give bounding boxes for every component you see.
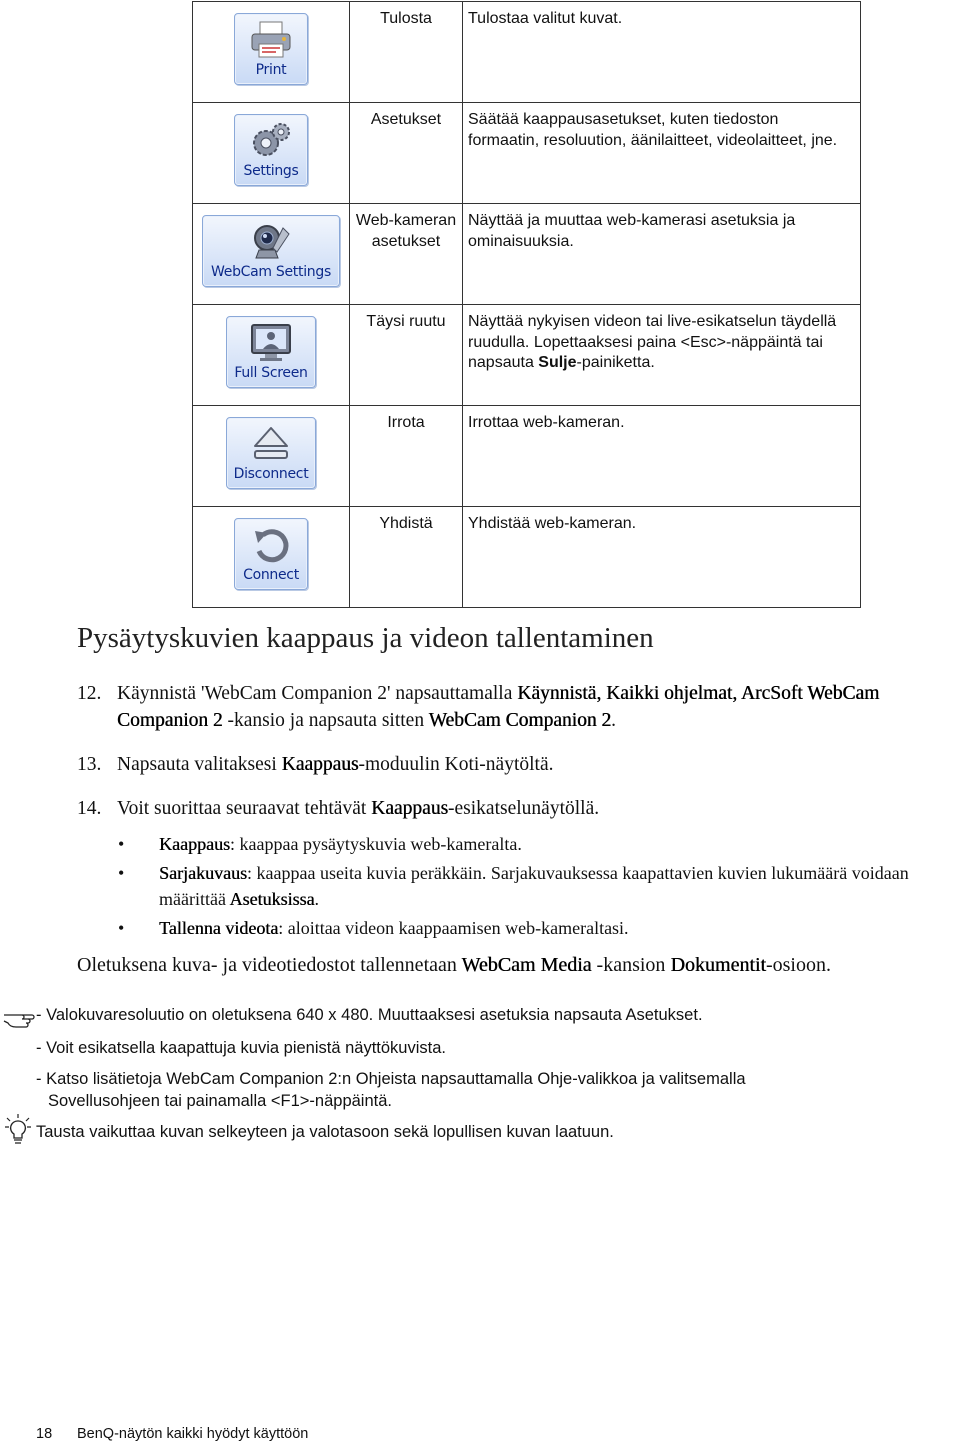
note-line: Sovellusohjeen tai painamalla <F1>-näppäintä.: [48, 1092, 392, 1110]
button-label: Settings: [243, 162, 299, 179]
close-button-ref: Sulje: [538, 354, 577, 371]
connect-button[interactable]: [234, 518, 308, 590]
bullet-icon: •: [118, 863, 125, 883]
table-row: [193, 103, 861, 204]
note-line: - Katso lisätietoja WebCam Companion 2:n Ohjeista napsauttamalla Ohje-valikkoa ja valitsemalla: [36, 1070, 746, 1088]
icon-cell: [193, 305, 350, 406]
footer-title: BenQ-näytön kaikki hyödyt käyttöön: [77, 1426, 309, 1442]
feature-name: Asetukset: [350, 103, 463, 204]
list-item: • Sarjakuvaus: kaappaa useita kuvia peräkkäin. Sarjakuvauksessa kaapattavien kuvien lukumäärä voidaan määrittää Asetuksissa.: [118, 860, 960, 912]
feature-name: Yhdistä: [350, 507, 463, 608]
button-label: WebCam Settings: [211, 263, 331, 280]
print-button[interactable]: [234, 13, 308, 85]
feature-name: Tulosta: [350, 2, 463, 103]
note-line: - Voit esikatsella kaapattuja kuvia pienistä näyttökuvista.: [36, 1039, 446, 1057]
feature-name: Irrota: [350, 406, 463, 507]
default-save-location: Oletuksena kuva- ja videotiedostot tallennetaan WebCam Media -kansion Dokumentit-osioon.: [77, 954, 831, 976]
step-number: 13.: [77, 754, 102, 775]
printer-icon: [248, 20, 294, 60]
table-row: [193, 406, 861, 507]
button-label: Disconnect: [233, 465, 309, 482]
icon-cell: [193, 2, 350, 103]
step-text: Voit suorittaa seuraavat tehtävät Kaappaus-esikatselunäytöllä.: [117, 798, 600, 819]
disconnect-button[interactable]: [226, 417, 316, 489]
step-number: 12.: [77, 683, 102, 704]
table-row: [193, 204, 861, 305]
pointing-hand-icon: [2, 1007, 36, 1029]
icon-cell: [193, 204, 350, 305]
icon-cell: [193, 406, 350, 507]
feature-table: [192, 1, 861, 608]
table-row: [193, 507, 861, 608]
button-label: Connect: [243, 566, 299, 583]
feature-name: Täysi ruutu: [350, 305, 463, 406]
tip-text: Tausta vaikuttaa kuvan selkeyteen ja valotasoon sekä lopullisen kuvan laatuun.: [36, 1123, 614, 1141]
eject-icon: [249, 424, 293, 464]
feature-name: Web-kameran asetukset: [350, 204, 463, 305]
table-row: [193, 305, 861, 406]
step-item: [77, 795, 947, 822]
list-item: • Tallenna videota: aloittaa videon kaappaamisen web-kameraltasi.: [118, 915, 960, 941]
note-line: - Valokuvaresoluutio on oletuksena 640 x 480. Muuttaaksesi asetuksia napsauta Asetukset.: [36, 1006, 703, 1024]
full-screen-button[interactable]: [226, 316, 316, 388]
list-item: • Kaappaus: kaappaa pysäytyskuvia web-kameralta.: [118, 831, 960, 857]
feature-description: Irrottaa web-kameran.: [463, 406, 861, 507]
reconnect-icon: [249, 525, 293, 565]
feature-description: Säätää kaappausasetukset, kuten tiedoston formaatin, resoluution, äänilaitteet, videolaitteet, jne.: [463, 103, 861, 204]
step-number: 14.: [77, 798, 102, 819]
table-row: [193, 2, 861, 103]
page-number: 18: [36, 1426, 53, 1442]
webcam-wrench-icon: [247, 222, 295, 262]
button-label: Print: [255, 61, 287, 78]
icon-cell: [193, 507, 350, 608]
monitor-icon: [248, 323, 294, 363]
light-bulb-icon: [4, 1113, 32, 1147]
button-label: Full Screen: [234, 364, 308, 381]
feature-description: Yhdistää web-kameran.: [463, 507, 861, 608]
section-title: Pysäytyskuvien kaappaus ja videon tallentaminen: [77, 622, 654, 654]
step-item: [77, 751, 947, 778]
feature-description: Tulostaa valitut kuvat.: [463, 2, 861, 103]
step-text: Napsauta valitaksesi Kaappaus-moduulin Koti-näytöltä.: [117, 754, 554, 775]
gears-icon: [249, 121, 293, 161]
bullet-icon: •: [118, 918, 125, 938]
icon-cell: [193, 103, 350, 204]
settings-button[interactable]: [234, 114, 308, 186]
feature-description: Näyttää ja muuttaa web-kamerasi asetuksia ja ominaisuuksia.: [463, 204, 861, 305]
step-item: [77, 680, 947, 734]
webcam-settings-button[interactable]: [202, 215, 340, 287]
feature-description: Näyttää nykyisen videon tai live-esikatselun täydellä ruudulla. Lopettaaksesi paina <Esc>-näppäintä tai napsauta Sulje-painiketta.: [463, 305, 861, 406]
step-text: Käynnistä 'WebCam Companion 2' napsauttamalla Käynnistä, Kaikki ohjelmat, ArcSoft WebCam Companion 2 -kansio ja napsauta sitten WebCam Companion 2.: [117, 683, 880, 731]
bullet-icon: •: [118, 834, 125, 854]
